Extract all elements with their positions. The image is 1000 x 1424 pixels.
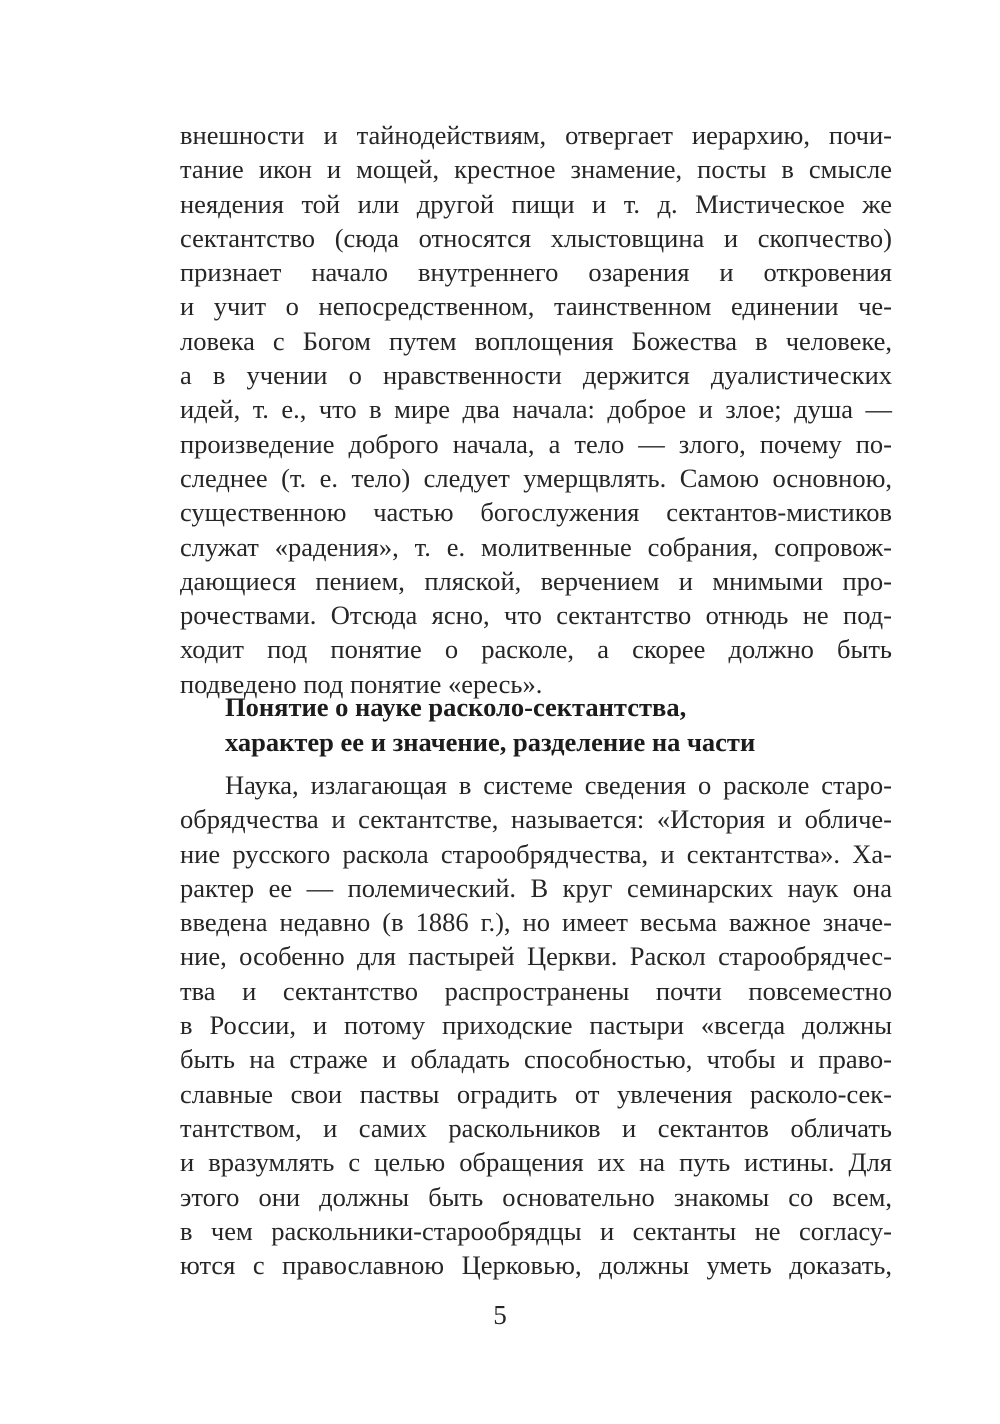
text-line: в чем раскольники-старообрядцы и сектанты не согласу-	[180, 1215, 892, 1246]
text-line: идей, т. е., что в мире два начала: доброе и злое; душа —	[180, 394, 892, 425]
text-line: внешности и тайнодействиям, отвергает иерархию, почи-	[180, 120, 892, 150]
text-line: ходит под понятие о расколе, а скорее должно быть	[180, 634, 892, 665]
text-line: сектантство (сюда относятся хлыстовщина и скопчество)	[180, 222, 892, 253]
text-line: ловека с Богом путем воплощения Божества в человеке,	[180, 325, 892, 356]
section-heading-line-1: Понятие о науке расколо-сектантства,	[225, 692, 687, 722]
text-line: неядения той или другой пищи и т. д. Мистическое же	[180, 188, 892, 219]
text-line: обрядчества и сектантстве, называется: «История и обличе-	[180, 804, 892, 835]
paragraph-2	[180, 768, 892, 1282]
section-heading-line-2: характер ее и значение, разделение на части	[225, 727, 756, 757]
text-line: и учит о непосредственном, таинственном единении че-	[180, 291, 892, 322]
text-line: этого они должны быть основательно знакомы со всем,	[180, 1181, 892, 1212]
text-line: произведение доброго начала, а тело — злого, почему по-	[180, 428, 892, 459]
text-line: служат «радения», т. е. молитвенные собрания, сопровож-	[180, 531, 892, 562]
text-line: а в учении о нравственности держится дуалистических	[180, 360, 892, 391]
text-line: и вразумлять с целью обращения их на путь истины. Для	[180, 1147, 892, 1178]
text-line: рактер ее — полемический. В круг семинарских наук она	[180, 872, 892, 903]
text-line: тантством, и самих раскольников и сектантов обличать	[180, 1112, 892, 1143]
text-line: быть на страже и обладать способностью, чтобы и право-	[180, 1044, 892, 1075]
text-line: дающиеся пением, пляской, верчением и мнимыми про-	[180, 565, 892, 596]
text-line: славные свои паствы оградить от увлечения расколо-сек-	[180, 1078, 892, 1109]
page-number: 5	[493, 1300, 507, 1330]
text-line: следнее (т. е. тело) следует умерщвлять. Самою основною,	[180, 462, 892, 493]
text-line: рочествами. Отсюда ясно, что сектантство отнюдь не под-	[180, 600, 892, 631]
text-line: существенною частью богослужения сектантов-мистиков	[180, 497, 892, 528]
text-line: тание икон и мощей, крестное знамение, посты в смысле	[180, 154, 892, 185]
text-line: ние русского раскола старообрядчества, и сектантства». Ха-	[180, 838, 892, 869]
text-line: введена недавно (в 1886 г.), но имеет весьма важное значе-	[180, 907, 892, 938]
text-line: в России, и потому приходские пастыри «всегда должны	[180, 1010, 892, 1041]
text-line: Наука, излагающая в системе сведения о расколе старо-	[225, 770, 892, 800]
section-heading	[225, 690, 925, 760]
text-line: ние, особенно для пастырей Церкви. Раскол старообрядчес-	[180, 941, 892, 972]
text-line: тва и сектантство распространены почти повсеместно	[180, 975, 892, 1006]
text-line: ются с православною Церковью, должны уметь доказать,	[180, 1250, 892, 1281]
paragraph-1	[180, 118, 892, 701]
text-line: подведено под понятие «ересь».	[180, 668, 543, 699]
text-line: признает начало внутреннего озарения и откровения	[180, 257, 892, 288]
